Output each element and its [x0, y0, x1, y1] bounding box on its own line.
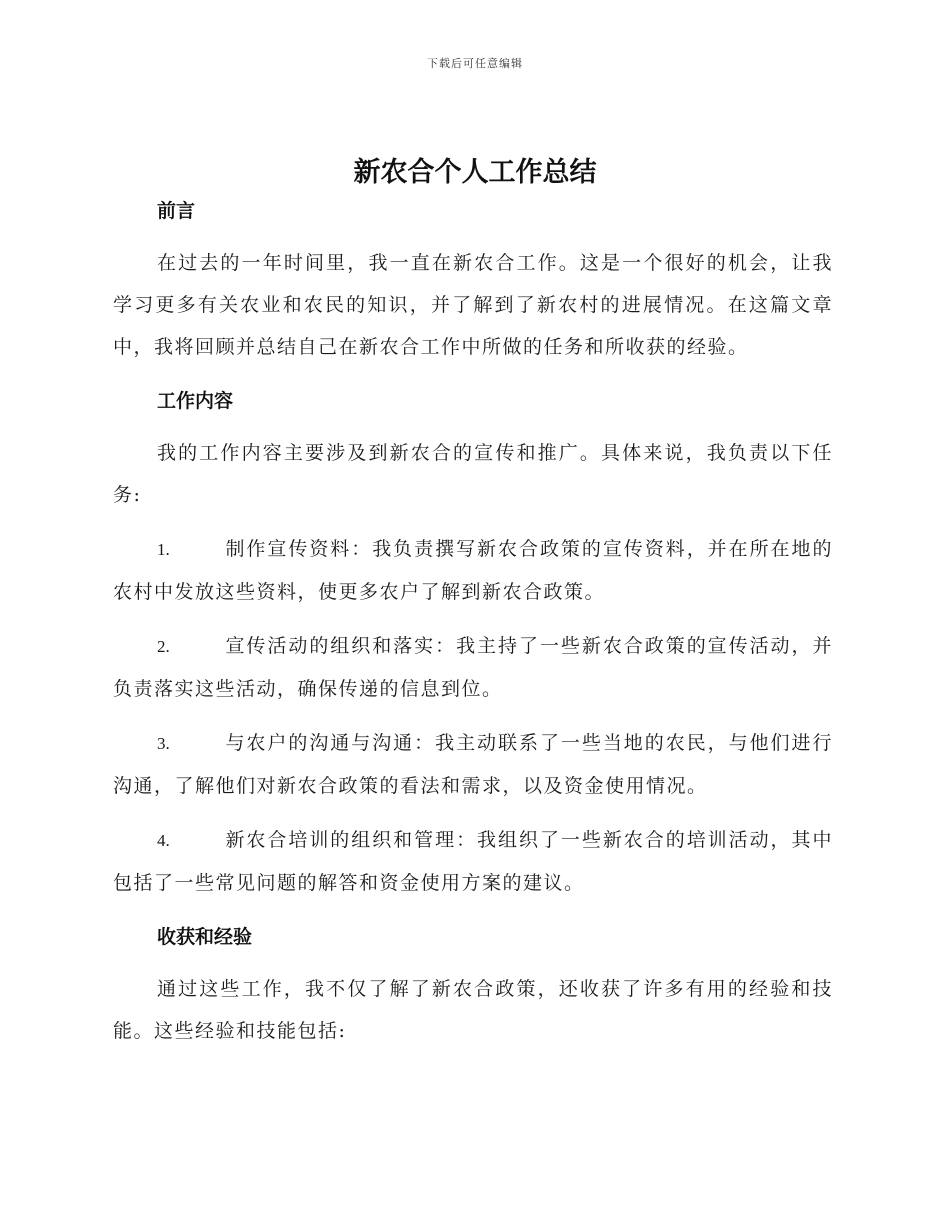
list-item-text: 新农合培训的组织和管理：我组织了一些新农合的培训活动，其中包括了一些常见问题的解答和资金使用方案的建议。 — [113, 829, 833, 894]
document-title: 新农合个人工作总结 — [353, 157, 597, 188]
document-body — [113, 192, 833, 1052]
list-item-number: 2. — [157, 637, 170, 656]
list-item-text: 宣传活动的组织和落实：我主持了一些新农合政策的宣传活动，并负责落实这些活动，确保传递的信息到位。 — [113, 635, 833, 700]
gains-paragraph: 通过这些工作，我不仅了解了新农合政策，还收获了许多有用的经验和技能。这些经验和技能包括: — [113, 978, 833, 1042]
header-note: 下载后可任意编辑 — [427, 57, 523, 70]
preface-paragraph: 在过去的一年时间里，我一直在新农合工作。这是一个很好的机会，让我学习更多有关农业和农民的知识，并了解到了新农村的进展情况。在这篇文章中，我将回顾并总结自己在新农合工作中所做的任务和所收获的经验。 — [113, 252, 833, 358]
work-intro-paragraph: 我的工作内容主要涉及到新农合的宣传和推广。具体来说，我负责以下任务: — [113, 442, 833, 506]
section-heading-gains: 收获和经验 — [157, 926, 253, 948]
section-heading-preface: 前言 — [157, 200, 196, 222]
list-item — [113, 625, 833, 710]
list-item — [113, 819, 833, 904]
list-item — [113, 528, 833, 613]
section-heading-work: 工作内容 — [157, 390, 234, 412]
list-item — [113, 722, 833, 807]
list-item-number: 1. — [157, 540, 170, 559]
list-item-text: 制作宣传资料：我负责撰写新农合政策的宣传资料，并在所在地的农村中发放这些资料，使更多农户了解到新农合政策。 — [113, 538, 833, 603]
list-item-text: 与农户的沟通与沟通：我主动联系了一些当地的农民，与他们进行沟通，了解他们对新农合政策的看法和需求，以及资金使用情况。 — [113, 732, 833, 797]
list-item-number: 3. — [157, 734, 170, 753]
list-item-number: 4. — [157, 831, 170, 850]
